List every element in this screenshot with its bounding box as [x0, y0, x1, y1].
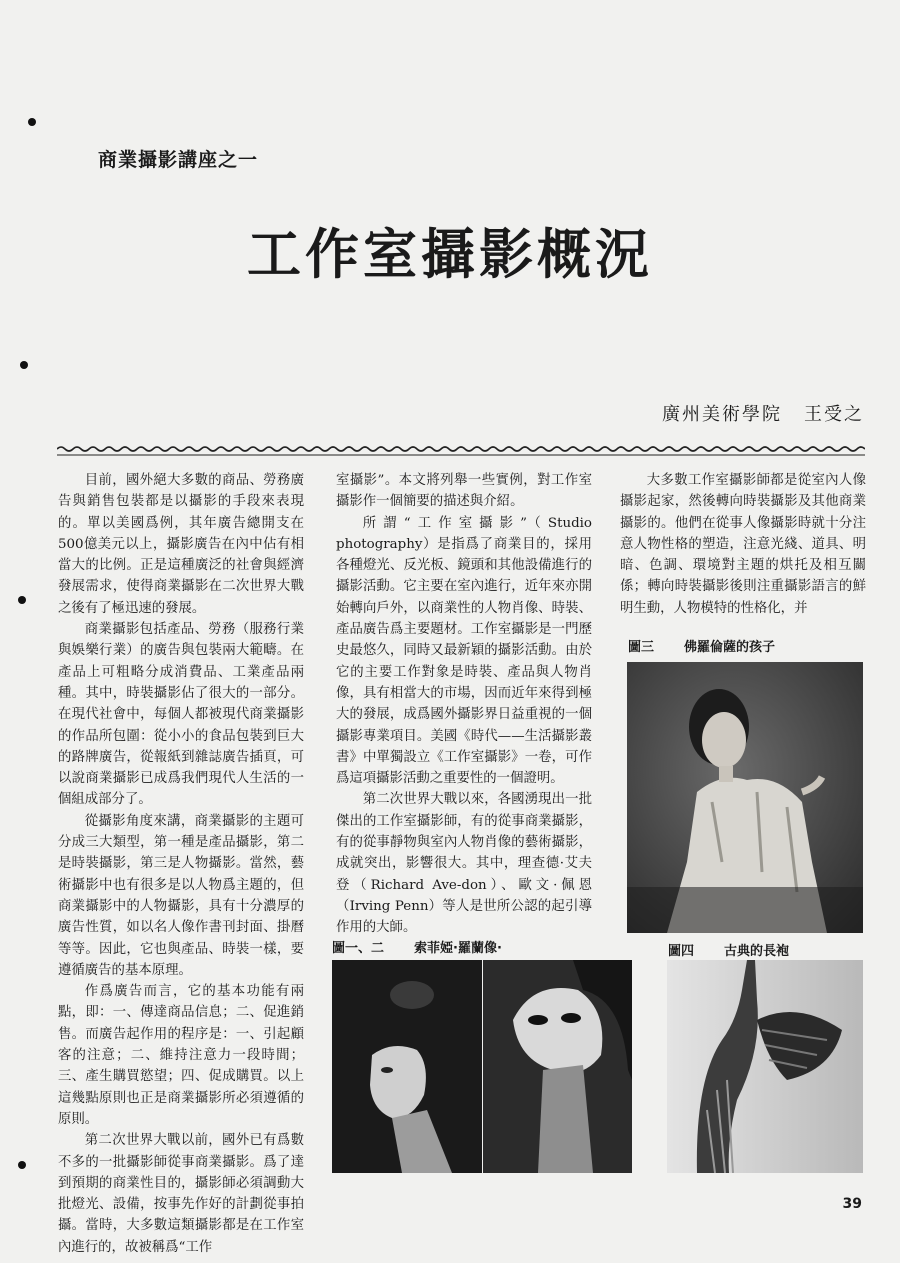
text-column-1 — [58, 470, 304, 1258]
figure-caption-text: 古典的長袍 — [724, 944, 790, 959]
figure-label: 圖三 — [628, 640, 655, 655]
author-line — [662, 400, 864, 426]
paragraph: 第二次世界大戰以前，國外已有爲數不多的一批攝影師從事商業攝影。爲了達到預期的商業性目的，攝影師必須調動大批燈光、設備，按事先作好的計劃從事拍攝。當時，大多數這類攝影都是在工作室內進行的，故被稱爲“工作 — [58, 1133, 304, 1255]
paragraph: 第二次世界大戰以來，各國湧現出一批傑出的工作室攝影師，有的從事商業攝影，有的從事靜物與室內人物肖像的藝術攝影，成就突出，影響很大。其中，理查德·艾夫登（Richard Ave-don）、歐文·佩恩（Irving Penn）等人是世所公認的起引導作用的大師。 — [336, 792, 592, 936]
paragraph: 大多數工作室攝影師都是從室內人像攝影起家，然後轉向時裝攝影及其他商業攝影的。他們在從事人像攝影時就十分注意人物性格的塑造，注意光綫、道具、明暗、色調、環境對主題的烘托及相互關係；轉向時裝攝影後則注重攝影語言的鮮明生動，人物模特的性格化，并 — [620, 473, 866, 616]
author-affiliation: 廣州美術學院 — [662, 404, 782, 425]
figure-1-photo — [332, 960, 482, 1173]
figure-3-photo — [627, 662, 863, 933]
paragraph: 目前，國外絕大多數的商品、勞務廣告與銷售包裝都是以攝影的手段來表現的。單以美國爲例，其年廣告總開支在500億美元以上，攝影廣告在內中佔有相當大的比例。正是這種廣泛的社會與經濟發展需求，使得商業攝影在二次世界大戰之後有了極迅速的發展。 — [58, 473, 304, 616]
paragraph: 室攝影”。本文將列舉一些實例，對工作室攝影作一個簡要的描述與介紹。 — [336, 473, 592, 510]
figure-caption-text: 佛羅倫薩的孩子 — [684, 640, 776, 655]
figure-4-photo — [667, 960, 863, 1173]
figure-label: 圖一、二 — [332, 941, 385, 956]
page-number: 39 — [842, 1196, 862, 1212]
paragraph: 作爲廣告而言，它的基本功能有兩點，即：一、傳達商品信息；二、促進銷售。而廣告起作用的程序是：一、引起顧客的注意；二、維持注意力一段時間；三、產生購買慾望；四、促成購買。以上這幾點原則也正是商業攝影所必須遵循的原則。 — [58, 984, 304, 1127]
binder-hole — [28, 118, 36, 126]
paragraph: 所謂“工作室攝影”（Studio photography）是指爲了商業目的，採用各種燈光、反光板、鏡頭和其他設備進行的攝影活動。它主要在室內進行，近年來亦開始轉向戶外，以商業性的人物肖像、時裝、產品廣告爲主要題材。工作室攝影是一門歷史最悠久，同時又最新穎的攝影活動。由於它的主要工作對象是時裝、產品與人物肖像，具有相當大的市場，因而近年來得到極大的發展，成爲國外攝影界日益重視的一個攝影專業項目。美國《時代——生活攝影叢書》中單獨設立《工作室攝影》一卷，可作爲這項攝影活動之重要性的一個證明。 — [336, 515, 592, 787]
series-title: 商業攝影講座之一 — [98, 149, 259, 171]
figure-3-caption — [628, 636, 775, 655]
article-title: 工作室攝影概況 — [247, 222, 653, 286]
figure-1-2-caption — [332, 937, 502, 956]
text-column-3 — [620, 470, 866, 619]
author-name: 王受之 — [804, 404, 864, 425]
figure-caption-text: 索菲婭·羅蘭像· — [414, 941, 502, 956]
paragraph: 從攝影角度來講，商業攝影的主題可分成三大類型，第一種是產品攝影，第二是時裝攝影，第三是人物攝影。當然，藝術攝影中也有很多是以人物爲主題的，但商業攝影中的人物攝影，具有十分濃厚的廣告性質，如以名人像作書刊封面、掛曆等等。因此，它也與產品、時裝一樣，要遵循廣告的基本原理。 — [58, 813, 304, 978]
binder-hole — [18, 596, 26, 604]
figure-2-photo — [483, 960, 632, 1173]
binder-hole — [20, 361, 28, 369]
wavy-divider — [57, 444, 865, 458]
text-column-2 — [336, 470, 592, 939]
figure-label: 圖四 — [668, 944, 695, 959]
paragraph: 商業攝影包括產品、勞務（服務行業與娛樂行業）的廣告與包裝兩大範疇。在產品上可粗略分成消費品、工業產品兩種。其中，時裝攝影佔了很大的一部分。在現代社會中，每個人都被現代商業攝影的作品所包圍：從小小的食品包裝到巨大的路牌廣告，從報紙到雜誌廣告插頁，可以說商業攝影已成爲我們現代人生活的一個組成部分了。 — [58, 622, 304, 808]
figure-4-caption — [668, 940, 789, 959]
binder-hole — [18, 1161, 26, 1169]
